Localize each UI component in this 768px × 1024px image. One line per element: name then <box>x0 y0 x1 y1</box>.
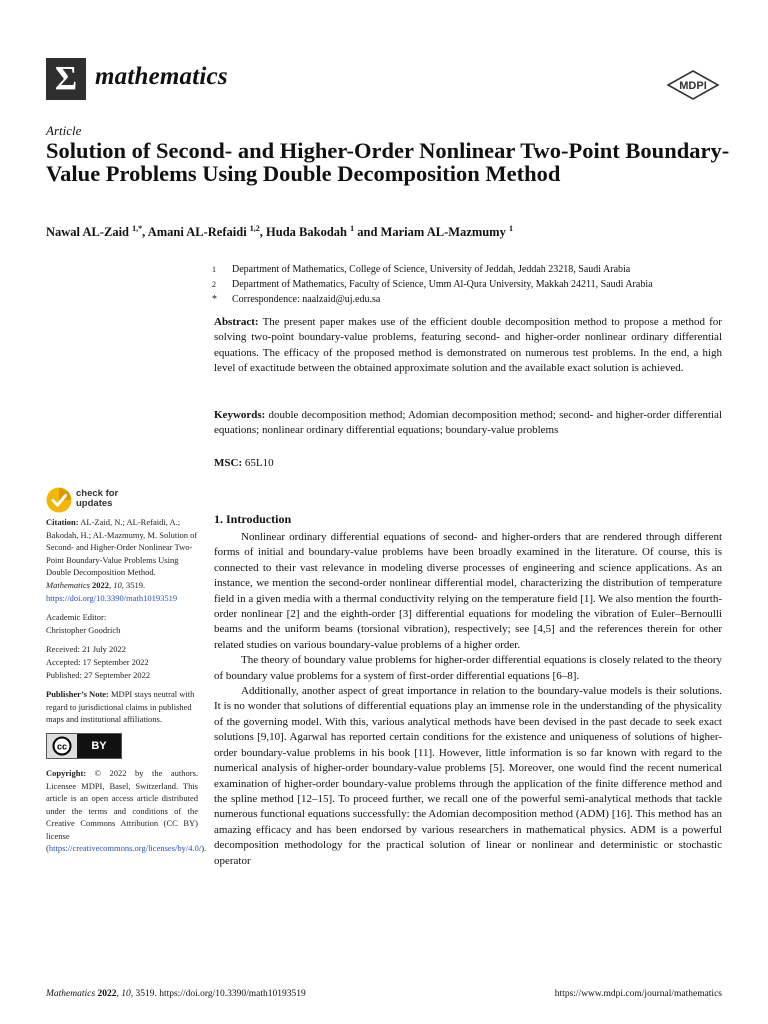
correspondence-mark: * <box>212 294 217 305</box>
footer-journal-url[interactable]: https://www.mdpi.com/journal/mathematics <box>554 989 722 999</box>
msc <box>214 456 722 471</box>
msc-code: 65L10 <box>244 457 274 469</box>
citation-doi-link[interactable]: https://doi.org/10.3390/math10193519 <box>46 592 178 603</box>
editor-name: Christopher Goodrich <box>46 624 121 635</box>
author-name[interactable]: Nawal AL-Zaid <box>46 225 130 240</box>
footer-doi[interactable]: , 3519. https://doi.org/10.3390/math10193519 <box>130 989 306 999</box>
intro-paragraph: Additionally, another aspect of great importance in relation to the boundary-value models is their solutions. It is no wonder that solutions of differential equations play an immense role in the understanding of the physicality of the governing model. With this, various analytical methods have been devised in the past decade to seek exact solutions [9,10]. Agarwal has reported certain conditions for the existence and uniqueness of solutions of higher-order boundary-value problems in his book [11]. However, little information is so far known with regard to the numerical analysis of higher-order boundary-value problems [5]. Moreover, one would find the recent numerical examination of higher-order boundary-value problems through the application of the finite difference method and the spline method [12–15]. To proceed further, we recall one of the powerful semi-analytical methods that tackle numerous functional equations successfully: the Adomian decomposition method (ADM) [16]. This method has an amazing efficacy and has been endorsed by various researchers in mathematical physics. ADM is a powerful decomposition methodology for the practical solution of linear or nonlinear and deterministic or stochastic operator <box>214 685 722 867</box>
author-separator: , <box>142 225 148 240</box>
keywords-text: double decomposition method; Adomian decomposition method; second- and higher-order differential equations; nonlinear ordinary differential equations; boundary-value problems <box>214 409 722 437</box>
citation-year: 2022 <box>92 579 110 590</box>
citation-journal: Mathematics <box>46 579 90 590</box>
author-affiliation-mark: 1,2 <box>249 224 260 233</box>
footer-citation: Mathematics 2022, 10, 3519. https://doi.org/10.3390/math10193519 <box>46 989 306 999</box>
affiliation-mark: 2 <box>212 280 216 289</box>
publisher-note-label: Publisher’s Note: <box>46 689 109 700</box>
publisher-note <box>46 688 198 726</box>
abstract-text: The present paper makes use of the efficient double decomposition method to propose a method for solving two-point boundary-value problems, featuring second- and higher-order nonlinear ordinary differential equations. The efficacy of the proposed method is demonstrated on numerous test problems. In the end, a high level of exactitude between the obtained approximate solution and the available exact solution is achieved. <box>214 316 722 375</box>
author-affiliation-mark: 1 <box>508 224 513 233</box>
msc-label: MSC: <box>214 457 243 469</box>
check-updates-label <box>76 489 118 509</box>
citation-pages: , 3519. <box>121 579 146 590</box>
mdpi-logo-text: MDPI <box>679 80 707 92</box>
copyright <box>46 767 207 855</box>
sidebar <box>46 516 207 862</box>
check-updates-line2: updates <box>76 498 113 509</box>
affiliation-mark: 1 <box>212 265 216 274</box>
citation-text: AL-Zaid, N.; AL-Refaidi, A.; Bakodah, H.; AL-Mazmumy, M. Solution of Second- and Higher-Order Nonlinear Two-Point Boundary-Value Problems Using Double Decomposition Method. <box>46 517 198 578</box>
check-for-updates-button[interactable] <box>46 487 166 515</box>
article-title: Solution of Second- and Higher-Order Nonlinear Two-Point Boundary-Value Problems Using Double Decomposition Method <box>46 138 730 186</box>
academic-editor <box>46 611 198 636</box>
by-label: BY <box>77 734 121 758</box>
editor-label: Academic Editor: <box>46 612 107 623</box>
correspondence-item <box>212 292 732 307</box>
keywords <box>214 408 722 439</box>
license-link[interactable]: https://creativecommons.org/licenses/by/4.0/ <box>48 843 202 854</box>
dates <box>46 643 198 681</box>
affiliations <box>212 262 732 307</box>
footer-volume: 10 <box>121 989 131 999</box>
author-name[interactable]: Mariam AL-Mazmumy <box>380 225 506 240</box>
received-date: Received: 21 July 2022 <box>46 644 127 655</box>
cc-circle-icon <box>52 736 72 756</box>
intro-paragraph: The theory of boundary value problems for higher-order differential equations is closely related to the theory of boundary value problems for a system of first-order differential equations [6–8]. <box>214 654 722 682</box>
author-name[interactable]: Huda Bakodah <box>266 225 347 240</box>
author-separator: , <box>259 225 267 240</box>
cc-icon <box>47 734 77 758</box>
accepted-date: Accepted: 17 September 2022 <box>46 656 149 667</box>
author-list <box>46 224 513 240</box>
affiliation-item <box>212 262 732 277</box>
author-name[interactable]: Amani AL-Refaidi <box>147 225 247 240</box>
author-separator: and <box>354 225 381 240</box>
footer-journal: Mathematics <box>46 989 96 999</box>
intro-paragraph: Nonlinear ordinary differential equations of second- and higher-orders that are rendered through different forms of initial and boundary-value problems have been broadly examined in the literature. Of course, this is connected to their vast relevance in modeling diverse processes of engineering and science applications. As an instance, we mention the second-order nonlinear differential model, characterizing the distribution of temperature field in a given media with a thermal conductivity relying on the temperature field [1]. We also mention the fourth-order nonlinear [2] and the eighth-order [3] differential equations for modeling the vibration of Euler–Bernoulli beams and the uniform beams (torsional vibration), respectively; see [4,5] and the references therein for other related studies on various boundary-value problems of a higher order. <box>214 531 722 651</box>
footer-year: 2022 <box>97 989 117 999</box>
cc-icon-text: cc <box>56 741 68 752</box>
affiliation-text: Department of Mathematics, Faculty of Science, Umm Al-Qura University, Makkah 24211, Saudi Arabia <box>232 279 653 290</box>
abstract-label: Abstract: <box>214 316 259 328</box>
citation-label: Citation: <box>46 517 79 527</box>
journal-logo: Σ <box>46 58 86 100</box>
mdpi-logo <box>666 70 720 100</box>
author-affiliation-mark: 1 <box>350 224 355 233</box>
abstract <box>214 315 722 377</box>
article-type: Article <box>46 123 82 138</box>
check-updates-line1: check for <box>76 488 119 499</box>
citation: Citation: AL-Zaid, N.; AL-Refaidi, A.; Bakodah, H.; AL-Mazmumy, M. Solution of Second- and Higher-Order Nonlinear Two-Point Boundary-Value Problems Using Double Decomposition Method. Mathematics 2022, 10, 3519. https://doi.org/10.3390/math10193519 <box>46 517 198 603</box>
section-heading: 1. Introduction <box>214 512 292 526</box>
copyright-text: © 2022 by the authors. Licensee MDPI, Basel, Switzerland. This article is an open access article distributed under the terms and conditions of the Creative Commons Attribution (CC BY) license ( <box>46 767 199 854</box>
introduction-body <box>214 530 722 869</box>
affiliation-item <box>212 277 732 292</box>
citation-volume: 10 <box>113 579 122 590</box>
journal-name: mathematics <box>95 63 228 90</box>
published-date: Published: 27 September 2022 <box>46 669 151 680</box>
affiliation-text: Department of Mathematics, College of Science, University of Jeddah, Jeddah 23218, Saudi Arabia <box>232 264 631 275</box>
copyright-end: ). <box>201 843 207 854</box>
publisher-note-text: MDPI stays neutral with regard to jurisdictional claims in published maps and institutional affiliations. <box>46 689 195 725</box>
copyright-label: Copyright: <box>46 767 87 778</box>
check-updates-icon <box>46 487 72 513</box>
keywords-label: Keywords: <box>214 409 266 421</box>
correspondence-text[interactable]: Correspondence: naalzaid@uj.edu.sa <box>232 294 381 305</box>
author-affiliation-mark: 1,* <box>132 224 143 233</box>
cc-by-license-badge[interactable] <box>46 733 122 759</box>
